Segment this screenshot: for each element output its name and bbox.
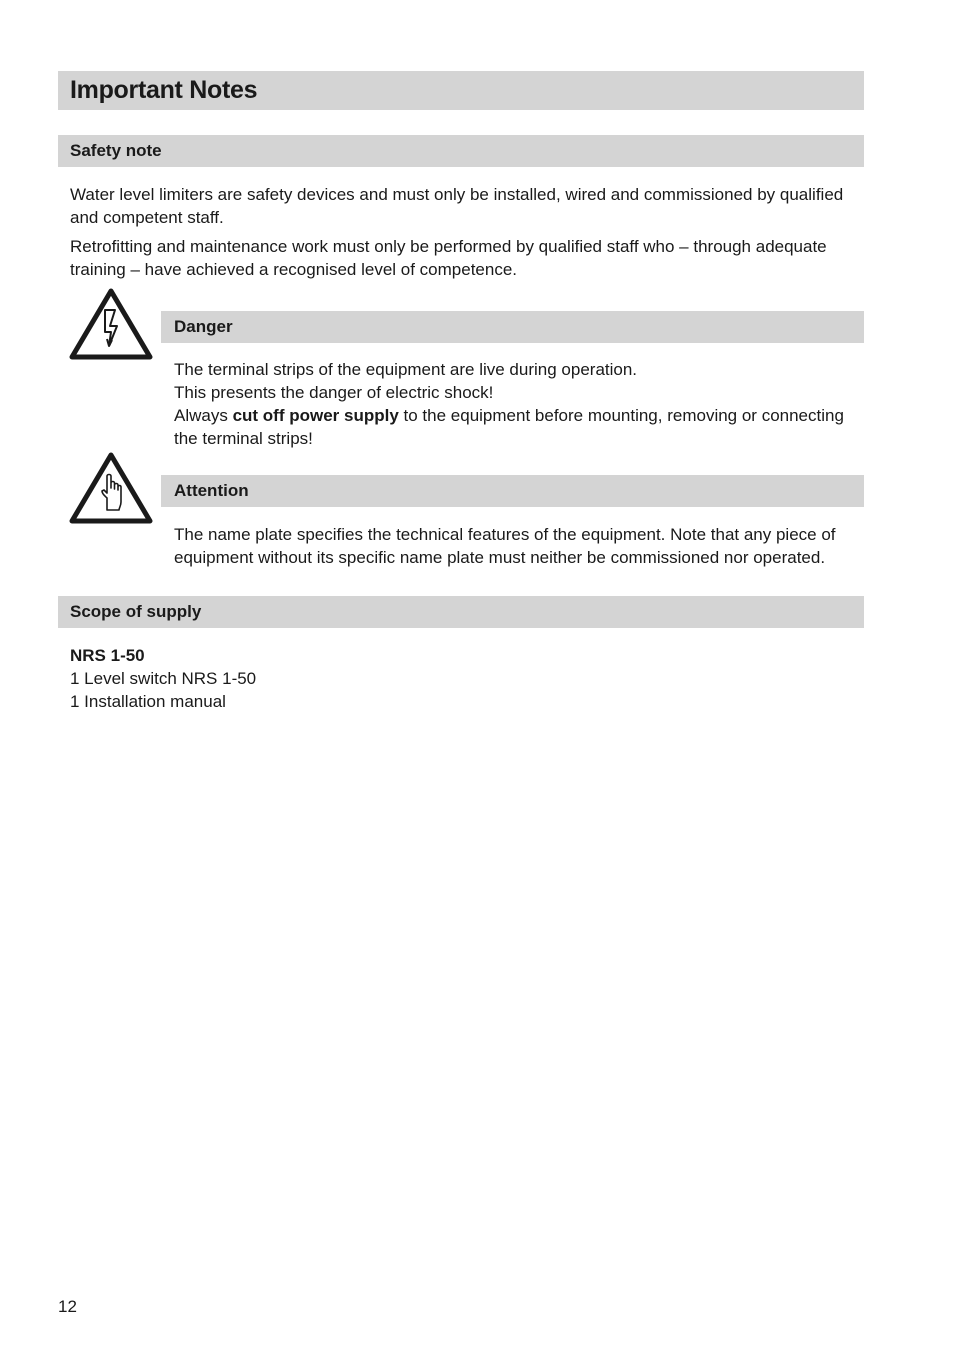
page-title: Important Notes [58, 71, 864, 110]
danger-line-3 [174, 404, 864, 450]
safety-note-paragraph-1: Water level limiters are safety devices and must only be installed, wired and commissioned by qualified and competent staff. [70, 185, 844, 227]
scope-item-2: 1 Installation manual [70, 692, 226, 711]
danger-line-2: This presents the danger of electric shock! [174, 383, 494, 402]
scope-product-name: NRS 1-50 [70, 646, 145, 665]
danger-text [174, 358, 864, 450]
safety-note-heading: Safety note [58, 135, 864, 167]
danger-line-1: The terminal strips of the equipment are live during operation. [174, 360, 638, 379]
attention-text: The name plate specifies the technical features of the equipment. Note that any piece of equipment without its specific name plate must neither be commissioned nor operated. [174, 525, 836, 567]
electric-shock-warning-icon [69, 288, 153, 360]
scope-of-supply-heading: Scope of supply [58, 596, 864, 628]
safety-note-paragraph-2: Retrofitting and maintenance work must only be performed by qualified staff who – through adequate training – have achieved a recognised level of competence. [70, 237, 827, 279]
scope-item-1: 1 Level switch NRS 1-50 [70, 669, 257, 688]
danger-line-3-suffix: to the equipment before mounting, removing or connecting the terminal strips! [174, 406, 844, 448]
page-number: 12 [58, 1297, 77, 1316]
danger-heading: Danger [161, 311, 864, 343]
danger-line-3-emphasis: cut off power supply [232, 406, 399, 425]
scope-of-supply-list [70, 644, 860, 713]
danger-line-3-prefix: Always [174, 406, 233, 425]
attention-heading: Attention [161, 475, 864, 507]
hand-caution-icon [69, 452, 153, 524]
